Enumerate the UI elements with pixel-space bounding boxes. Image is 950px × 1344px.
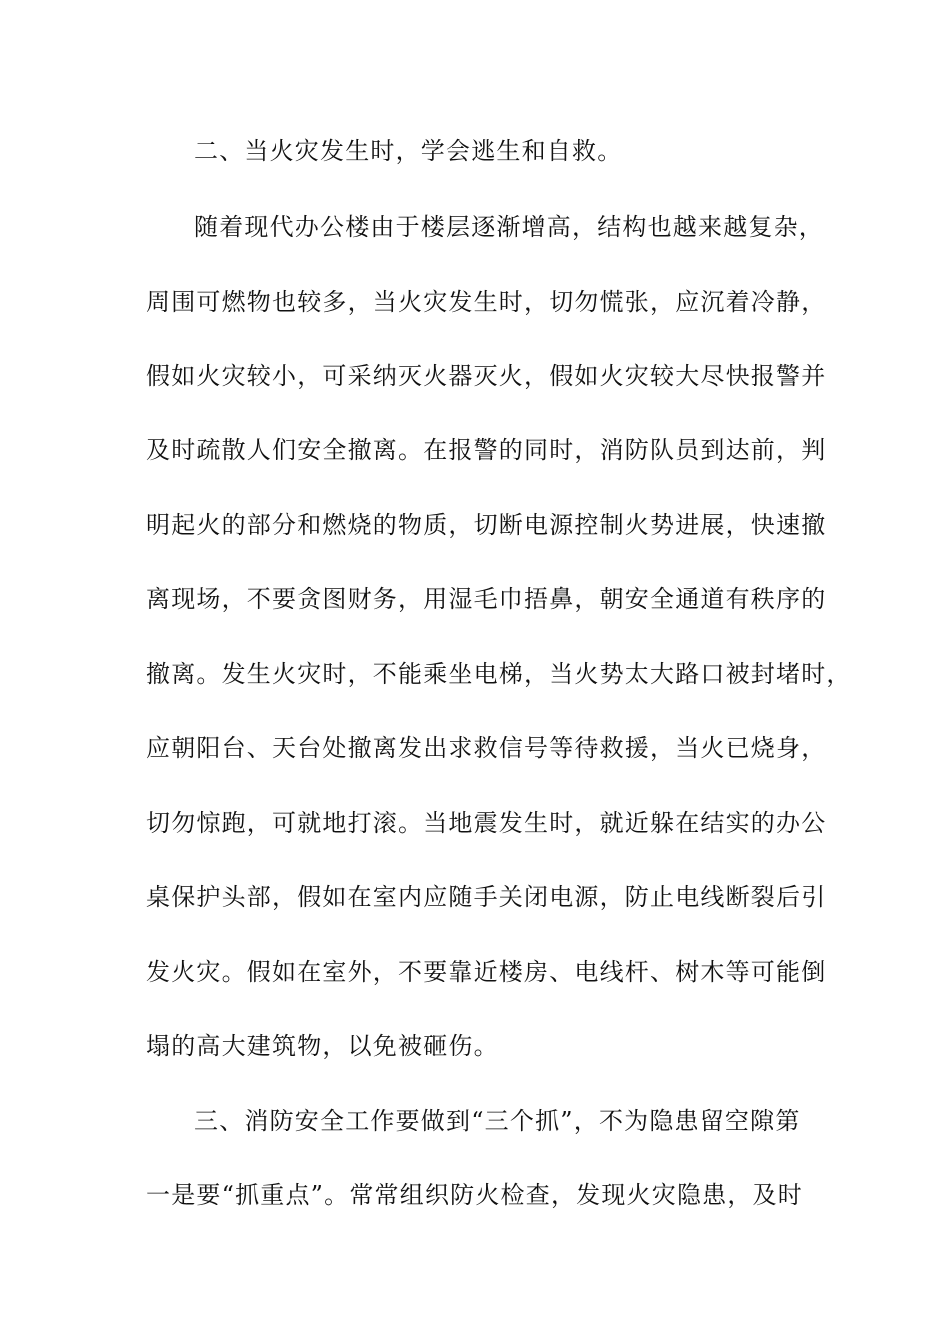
paragraph-line: 切勿惊跑，可就地打滚。当地震发生时，就近躲在结实的办公 (146, 809, 827, 837)
paragraph-line: 塌的高大建筑物，以免被砸伤。 (146, 1032, 499, 1060)
paragraph-line: 明起火的部分和燃烧的物质，切断电源控制火势进展，快速撤 (146, 511, 827, 539)
paragraph-line: 周围可燃物也较多，当火灾发生时，切勿慌张，应沉着冷静， (146, 288, 827, 316)
paragraph-line: 假如火灾较小，可采纳灭火器灭火，假如火灾较大尽快报警并 (146, 362, 827, 390)
paragraph-line: 离现场，不要贪图财务，用湿毛巾捂鼻，朝安全通道有秩序的 (146, 585, 827, 613)
paragraph-line: 撤离。发生火灾时，不能乘坐电梯，当火势太大路口被封堵时， (146, 660, 852, 688)
paragraph-line: 及时疏散人们安全撤离。在报警的同时，消防队员到达前，判 (146, 436, 827, 464)
paragraph-line: 桌保护头部，假如在室内应随手关闭电源，防止电线断裂后引 (146, 883, 827, 911)
paragraph-line: 一是要“抓重点”。常常组织防火检查，发现火灾隐患，及时 (146, 1181, 803, 1209)
paragraph-line: 随着现代办公楼由于楼层逐渐增高，结构也越来越复杂， (194, 213, 824, 241)
paragraph-line: 应朝阳台、天台处撤离发出求救信号等待救援，当火已烧身， (146, 734, 827, 762)
section-heading-3: 三、消防安全工作要做到“三个抓”，不为隐患留空隙第 (194, 1107, 801, 1135)
paragraph-line: 发火灾。假如在室外，不要靠近楼房、电线杆、树木等可能倒 (146, 958, 827, 986)
section-heading-2: 二、当火灾发生时，学会逃生和自救。 (194, 137, 623, 165)
